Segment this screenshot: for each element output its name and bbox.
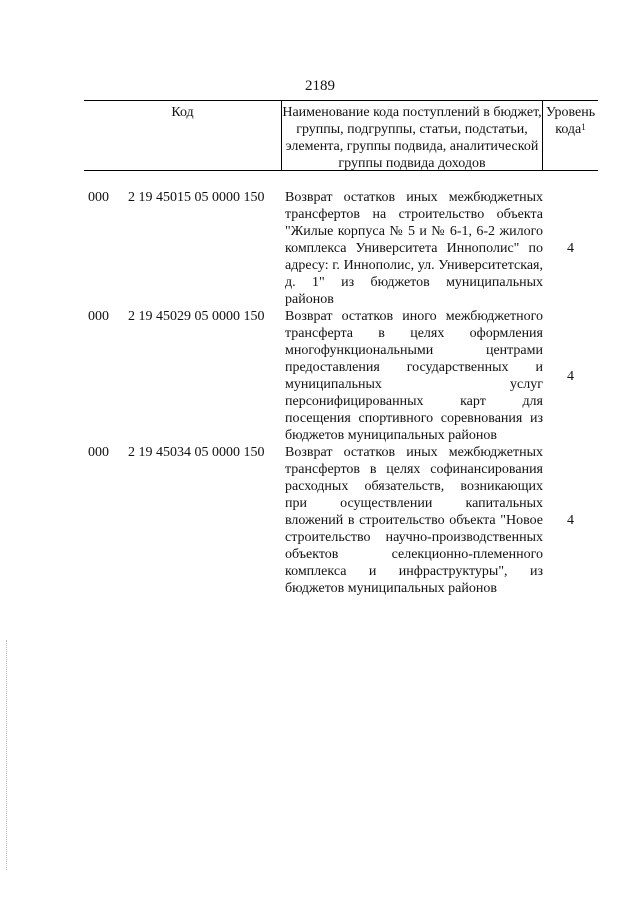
scan-margin-artifact <box>6 640 7 870</box>
admin-code: 000 <box>88 190 109 205</box>
admin-code: 000 <box>88 309 109 324</box>
table-row <box>84 444 598 597</box>
table-row <box>84 189 598 308</box>
income-code: 2 19 45034 05 0000 150 <box>128 445 265 460</box>
header-level: Уровень кода <box>545 105 596 137</box>
income-code: 2 19 45015 05 0000 150 <box>128 190 265 205</box>
admin-code: 000 <box>88 445 109 460</box>
code-level: 4 <box>567 513 574 528</box>
header-code: Код <box>84 101 282 170</box>
header-level-cell <box>543 101 598 170</box>
income-name: Возврат остатков иных межбюджетных трансфертов на строительство объекта "Жилые корпуса № 5 и № 6-1, 6-2 жилого комплекса Университета Иннополис" по адресу: г. Иннополис, ул. Университетская, д. 1" из бюджетов муниципальных районов <box>285 190 543 307</box>
header-name: Наименование кода поступлений в бюджет, группы, подгруппы, статьи, подстатьи, элемента, группы подвида, аналитической группы подвида доходов <box>282 101 543 170</box>
table-body <box>84 189 598 597</box>
table-header <box>84 100 598 171</box>
level-footnote-mark: 1 <box>581 122 586 132</box>
code-level: 4 <box>567 368 574 384</box>
code-level: 4 <box>567 241 574 256</box>
income-name: Возврат остатков иного межбюджетного трансферта в целях оформления многофункциональными центрами предоставления государственных и муниципальных услуг персонифицированных карт для посещения спортивного соревнования из бюджетов муниципальных районов <box>285 309 543 443</box>
income-name: Возврат остатков иных межбюджетных трансфертов в целях софинансирования расходных обязательств, возникающих при осуществлении капитальных вложений в строительство объекта "Новое строительство научно-производственных объектов селекционно-племенного комплекса и инфраструктуры", из бюджетов муниципальных районов <box>285 445 543 596</box>
page-number: 2189 <box>305 78 335 94</box>
table-row <box>84 308 598 444</box>
income-code: 2 19 45029 05 0000 150 <box>128 309 265 324</box>
